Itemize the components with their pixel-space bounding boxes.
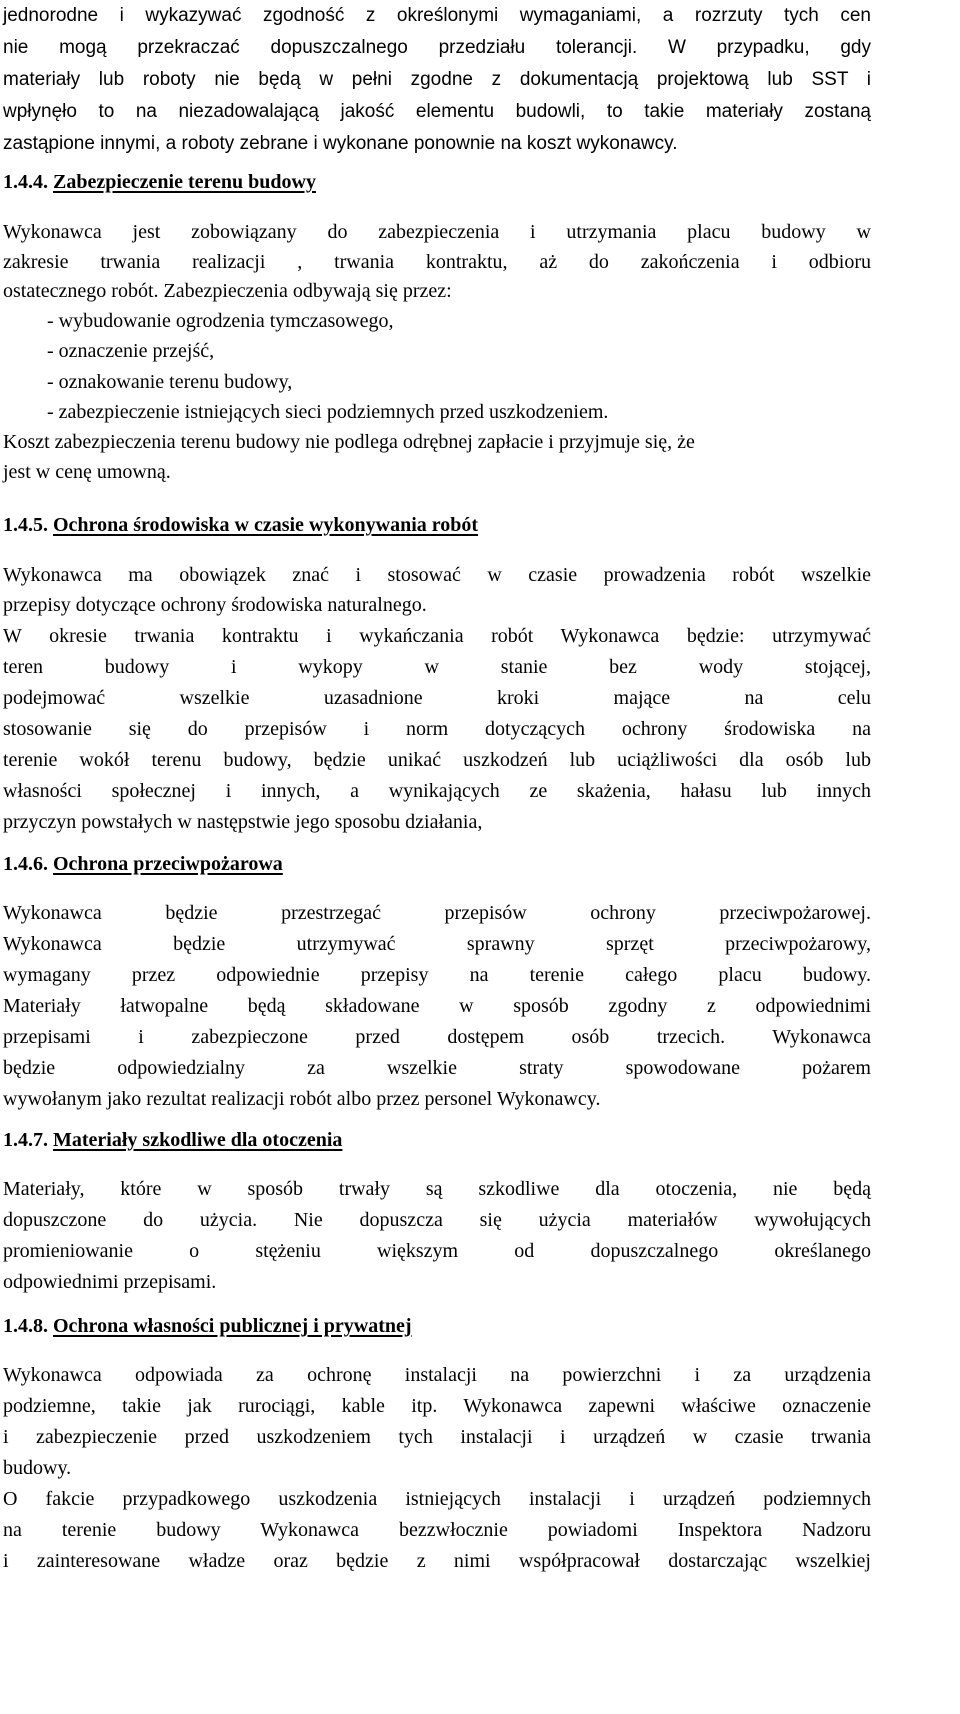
section-title: Materiały szkodliwe dla otoczenia [53, 1129, 343, 1151]
paragraph-line: promieniowanie o stężeniu większym od dopuszczalnego określanego [3, 1240, 871, 1262]
paragraph-line: Wykonawca odpowiada za ochronę instalacji na powierzchni i za urządzenia [3, 1364, 871, 1386]
section-title: Ochrona przeciwpożarowa [53, 853, 283, 875]
paragraph-line: własności społecznej i innych, a wynikających ze skażenia, hałasu lub innych [3, 780, 871, 802]
paragraph-line: wywołanym jako rezultat realizacji robót albo przez personel Wykonawcy. [3, 1088, 601, 1110]
paragraph-line: i zainteresowane władze oraz będzie z nimi współpracował dostarczając wszelkiej [3, 1550, 871, 1572]
paragraph-line: Koszt zabezpieczenia terenu budowy nie podlega odrębnej zapłacie i przyjmuje się, że [3, 431, 695, 453]
intro-line: wpłynęło to na niezadowalającą jakość elementu budowli, to takie materiały zostaną [3, 101, 871, 122]
section-number: 1.4.7. [3, 1129, 48, 1151]
section-number: 1.4.6. [3, 853, 48, 875]
section-number: 1.4.8. [3, 1315, 48, 1337]
paragraph-line: Wykonawca będzie utrzymywać sprawny sprzęt przeciwpożarowy, [3, 933, 871, 955]
intro-line: materiały lub roboty nie będą w pełni zgodne z dokumentacją projektową lub SST i [3, 69, 871, 90]
section-heading-1-4-7 [3, 1124, 342, 1156]
paragraph-line: przepisy dotyczące ochrony środowiska naturalnego. [3, 594, 427, 616]
paragraph-line: Materiały, które w sposób trwały są szkodliwe dla otoczenia, nie będą [3, 1178, 871, 1200]
section-title: Ochrona własności publicznej i prywatnej [53, 1315, 412, 1337]
list-item: - zabezpieczenie istniejących sieci podziemnych przed uszkodzeniem. [47, 401, 609, 423]
paragraph-line: O fakcie przypadkowego uszkodzenia istniejących instalacji i urządzeń podziemnych [3, 1488, 871, 1510]
paragraph-line: terenie wokół terenu budowy, będzie unikać uszkodzeń lub uciążliwości dla osób lub [3, 749, 871, 771]
intro-line: nie mogą przekraczać dopuszczalnego przedziału tolerancji. W przypadku, gdy [3, 37, 871, 58]
paragraph-line: stosowanie się do przepisów i norm dotyczących ochrony środowiska na [3, 718, 871, 740]
section-heading-1-4-6 [3, 848, 283, 880]
paragraph-line: odpowiednimi przepisami. [3, 1271, 217, 1293]
paragraph-line: podejmować wszelkie uzasadnione kroki mające na celu [3, 687, 871, 709]
section-heading-1-4-4 [3, 166, 316, 198]
paragraph-line: W okresie trwania kontraktu i wykańczania robót Wykonawca będzie: utrzymywać [3, 625, 871, 647]
intro-line: jednorodne i wykazywać zgodność z określonymi wymaganiami, a rozrzuty tych cen [3, 5, 871, 26]
paragraph-line: Wykonawca będzie przestrzegać przepisów ochrony przeciwpożarowej. [3, 902, 871, 924]
paragraph-line: i zabezpieczenie przed uszkodzeniem tych instalacji i urządzeń w czasie trwania [3, 1426, 871, 1448]
intro-line: zastąpione innymi, a roboty zebrane i wykonane ponownie na koszt wykonawcy. [3, 133, 678, 154]
section-title: Zabezpieczenie terenu budowy [53, 171, 316, 193]
paragraph-line: Materiały łatwopalne będą składowane w sposób zgodny z odpowiednimi [3, 995, 871, 1017]
paragraph-line: na terenie budowy Wykonawca bezzwłocznie powiadomi Inspektora Nadzoru [3, 1519, 871, 1541]
list-item: - oznakowanie terenu budowy, [47, 371, 293, 393]
paragraph-line: zakresie trwania realizacji , trwania kontraktu, aż do zakończenia i odbioru [3, 251, 871, 273]
section-title: Ochrona środowiska w czasie wykonywania robót [53, 514, 479, 536]
paragraph-line: podziemne, takie jak rurociągi, kable itp. Wykonawca zapewni właściwe oznaczenie [3, 1395, 871, 1417]
paragraph-line: teren budowy i wykopy w stanie bez wody stojącej, [3, 656, 871, 678]
list-item: - wybudowanie ogrodzenia tymczasowego, [47, 310, 394, 332]
paragraph-line: Wykonawca ma obowiązek znać i stosować w czasie prowadzenia robót wszelkie [3, 564, 871, 586]
paragraph-line: jest w cenę umowną. [3, 461, 171, 483]
section-number: 1.4.4. [3, 171, 48, 193]
section-heading-1-4-5 [3, 509, 478, 541]
paragraph-line: przepisami i zabezpieczone przed dostępem osób trzecich. Wykonawca [3, 1026, 871, 1048]
section-heading-1-4-8 [3, 1310, 412, 1342]
paragraph-line: przyczyn powstałych w następstwie jego sposobu działania, [3, 811, 483, 833]
paragraph-line: ostatecznego robót. Zabezpieczenia odbywają się przez: [3, 280, 452, 302]
list-item: - oznaczenie przejść, [47, 340, 215, 362]
paragraph-line: dopuszczone do użycia. Nie dopuszcza się użycia materiałów wywołujących [3, 1209, 871, 1231]
paragraph-line: wymagany przez odpowiednie przepisy na terenie całego placu budowy. [3, 964, 871, 986]
paragraph-line: będzie odpowiedzialny za wszelkie straty spowodowane pożarem [3, 1057, 871, 1079]
paragraph-line: budowy. [3, 1457, 72, 1479]
paragraph-line: Wykonawca jest zobowiązany do zabezpieczenia i utrzymania placu budowy w [3, 221, 871, 243]
section-number: 1.4.5. [3, 514, 48, 536]
